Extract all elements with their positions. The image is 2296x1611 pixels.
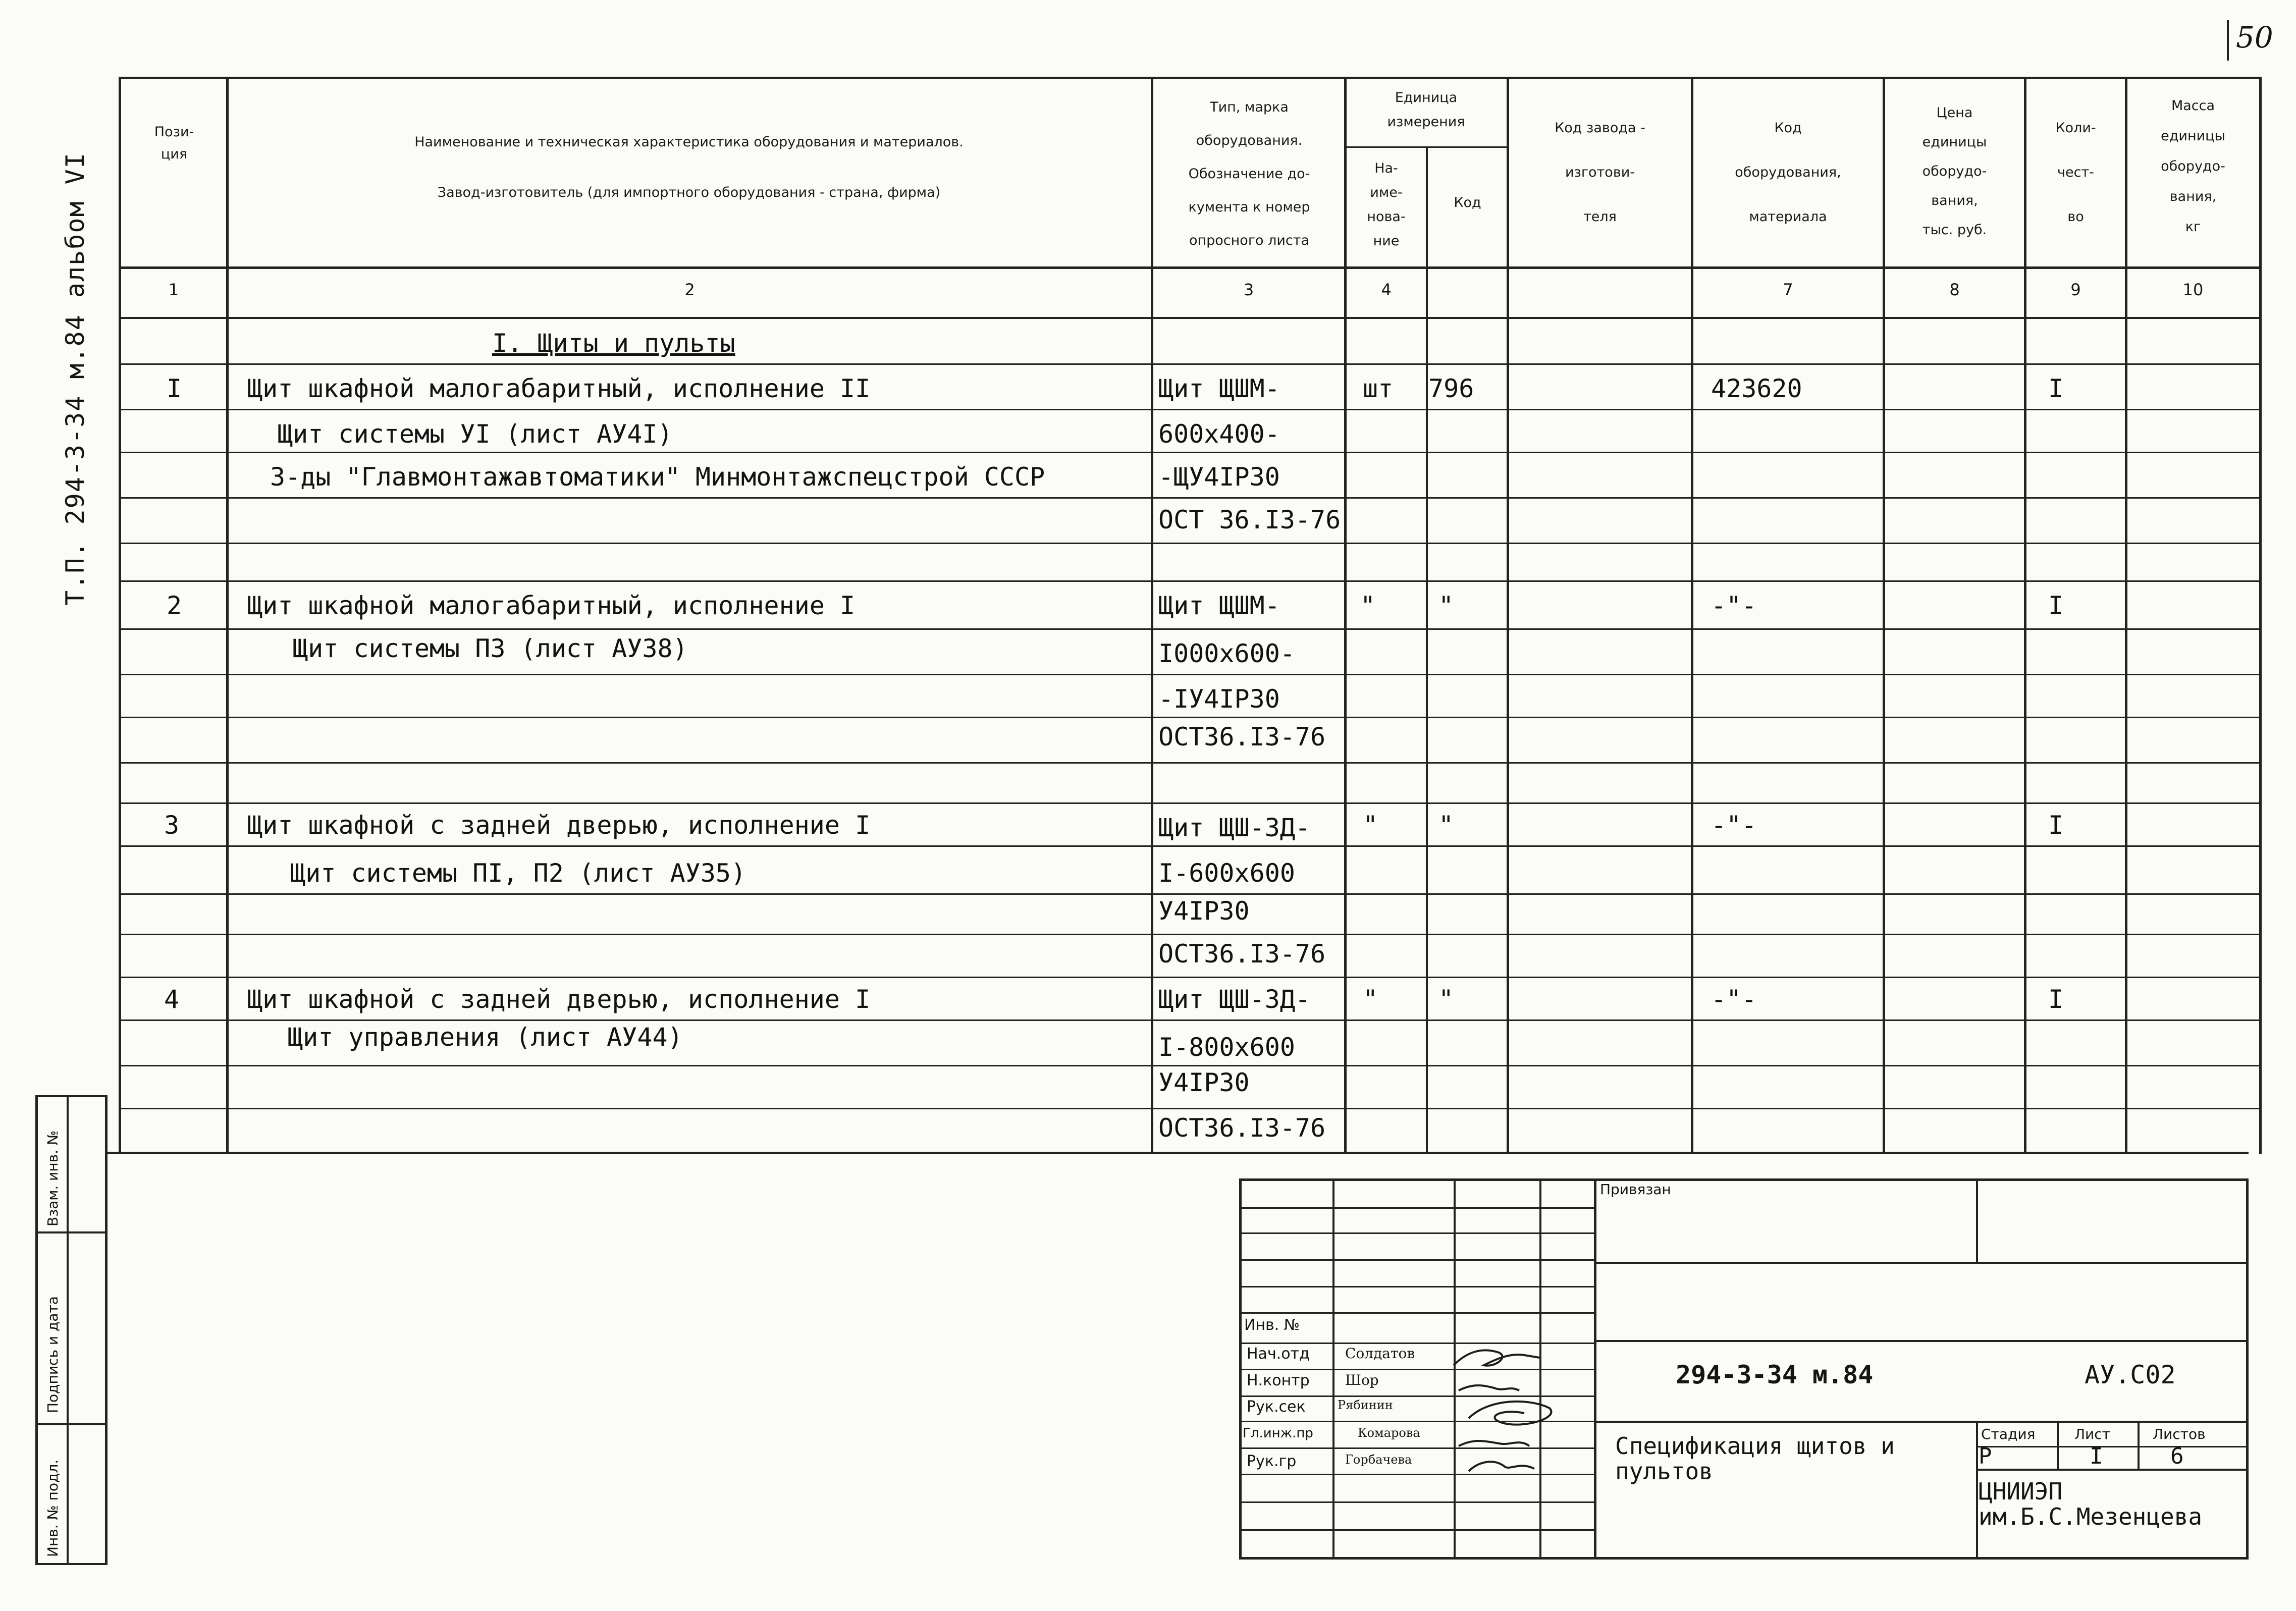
header-position: Пози- ция: [154, 124, 194, 162]
inv-no-label: Инв. №: [1244, 1316, 1300, 1334]
item-position: I: [167, 374, 182, 403]
col-number: 9: [2070, 280, 2081, 299]
header-qty: Коли- чест- во: [2055, 120, 2096, 225]
item-type: ОСТ36.I3-76: [1158, 1113, 1326, 1143]
header-unit-name: На- име- нова- ние: [1367, 160, 1406, 249]
organization: ЦНИИЭП им.Б.С.Мезенцева: [1979, 1478, 2203, 1530]
item-type: -ЩУ4IР30: [1158, 462, 1280, 492]
margin-label: Т.П. 294-3-34 м.84 альбом VI: [61, 152, 90, 606]
col-number: 10: [2182, 280, 2204, 299]
item-unit-code: ": [1438, 985, 1454, 1014]
item-type: Щит ЩШМ-: [1158, 591, 1280, 620]
sheet-value: I: [2090, 1443, 2103, 1469]
item-position: 3: [164, 811, 180, 840]
item-type: Щит ЩШ-ЗД-: [1158, 985, 1311, 1014]
stamp-vzam-inv: Взам. инв. №: [44, 1130, 61, 1226]
item-unit: шт: [1363, 374, 1394, 403]
item-type: ОСТ 36.I3-76: [1158, 505, 1341, 534]
item-type: I-600х600: [1158, 858, 1295, 888]
item-name: Щит шкафной с задней дверью, исполнение I: [247, 985, 871, 1014]
item-type: -IУ4IР30: [1158, 684, 1280, 714]
doc-number: 294-3-34 м.84: [1676, 1360, 1874, 1389]
col-number: 8: [1949, 280, 1960, 299]
role-label: Рук.сек: [1247, 1398, 1306, 1416]
header-type: Тип, марка оборудования. Обозначение до- кумента к номер опросного листа: [1188, 99, 1310, 248]
col-number: 1: [168, 280, 179, 299]
item-type: I000х600-: [1158, 639, 1295, 668]
header-price: Цена единицы оборудо- вания, тыс. руб.: [1922, 105, 1987, 238]
sheet-code: АУ.С02: [2085, 1360, 2176, 1389]
item-name: Щит системы УI (лист АУ4I): [278, 419, 673, 449]
item-name: Щит шкафной малогабаритный, исполнение II: [247, 374, 871, 403]
stamp-inv-podl: Инв. № подл.: [44, 1459, 61, 1557]
item-unit-code: ": [1438, 591, 1454, 620]
section-title: I. Щиты и пульты: [492, 329, 735, 358]
item-equip-code: -"-: [1711, 811, 1757, 840]
item-type: I-800х600: [1158, 1033, 1295, 1062]
col-number: 3: [1243, 280, 1254, 299]
page-number: 50: [2236, 20, 2273, 55]
role-label: Рук.гр: [1247, 1453, 1297, 1470]
item-unit: ": [1363, 985, 1378, 1014]
stage-label: Стадия: [1981, 1426, 2036, 1442]
sheets-value: 6: [2170, 1443, 2184, 1469]
item-unit-code: ": [1438, 811, 1454, 840]
sheets-label: Листов: [2153, 1426, 2206, 1442]
stamp-signature-date: Подпись и дата: [44, 1296, 61, 1413]
item-position: 4: [164, 985, 180, 1014]
item-qty: I: [2048, 591, 2064, 620]
sheet-label: Лист: [2074, 1426, 2110, 1442]
item-equip-code: -"-: [1711, 591, 1757, 620]
item-type: У4IР30: [1158, 896, 1250, 926]
item-unit: ": [1360, 591, 1376, 620]
col-number: 4: [1381, 280, 1392, 299]
header-name-line2: Завод-изготовитель (для импортного оборудования - страна, фирма): [437, 185, 941, 200]
item-unit-code: 796: [1428, 374, 1474, 403]
item-name: Щит шкафной с задней дверью, исполнение I: [247, 811, 871, 840]
item-type: 600х400-: [1158, 419, 1280, 449]
item-qty: I: [2048, 811, 2064, 840]
item-name: Щит управления (лист АУ44): [288, 1023, 683, 1052]
doc-title: Спецификация щитов и пультов: [1615, 1432, 1895, 1485]
item-qty: I: [2048, 985, 2064, 1014]
header-unit: Единица измерения: [1387, 90, 1465, 130]
signer-name: Горбачева: [1345, 1453, 1412, 1467]
item-type: У4IР30: [1158, 1068, 1250, 1097]
signer-name: Шор: [1345, 1372, 1379, 1388]
col-number: 7: [1783, 280, 1793, 299]
header-mass: Масса единицы оборудо- вания, кг: [2161, 98, 2225, 235]
signature-scribbles: [1449, 1337, 1600, 1479]
item-name: З-ды "Главмонтажавтоматики" Минмонтажспецстрой СССР: [270, 462, 1045, 492]
header-unit-code: Код: [1454, 195, 1481, 210]
item-name: Щит шкафной малогабаритный, исполнение I: [247, 591, 856, 620]
stage-value: Р: [1979, 1443, 1992, 1469]
col-number: 2: [684, 280, 695, 299]
signer-name: Рябинин: [1338, 1398, 1393, 1412]
page-number-tick: [2227, 20, 2229, 61]
header-equip-code: Код оборудования, материала: [1735, 120, 1841, 225]
item-position: 2: [167, 591, 182, 620]
item-equip-code: 423620: [1711, 374, 1802, 403]
item-name: Щит системы ПI, П2 (лист АУ35): [290, 858, 746, 888]
item-type: Щит ЩШМ-: [1158, 374, 1280, 403]
item-type: ОСТ36.I3-76: [1158, 939, 1326, 969]
item-name: Щит системы П3 (лист АУ38): [293, 634, 688, 663]
signer-name: Комарова: [1358, 1426, 1420, 1440]
role-label: Н.контр: [1247, 1372, 1310, 1389]
item-equip-code: -"-: [1711, 985, 1757, 1014]
item-unit: ": [1363, 811, 1378, 840]
role-label: Нач.отд: [1247, 1345, 1310, 1363]
item-type: Щит ЩШ-ЗД-: [1158, 813, 1311, 842]
signer-name: Солдатов: [1345, 1345, 1415, 1362]
privyazan-label: Привязан: [1600, 1181, 1671, 1198]
role-label: Гл.инж.пр: [1243, 1426, 1313, 1441]
header-maker-code: Код завода - изготови- теля: [1555, 120, 1645, 225]
header-name-line1: Наименование и техническая характеристика оборудования и материалов.: [414, 134, 964, 150]
item-qty: I: [2048, 374, 2064, 403]
item-type: ОСТ36.I3-76: [1158, 722, 1326, 751]
